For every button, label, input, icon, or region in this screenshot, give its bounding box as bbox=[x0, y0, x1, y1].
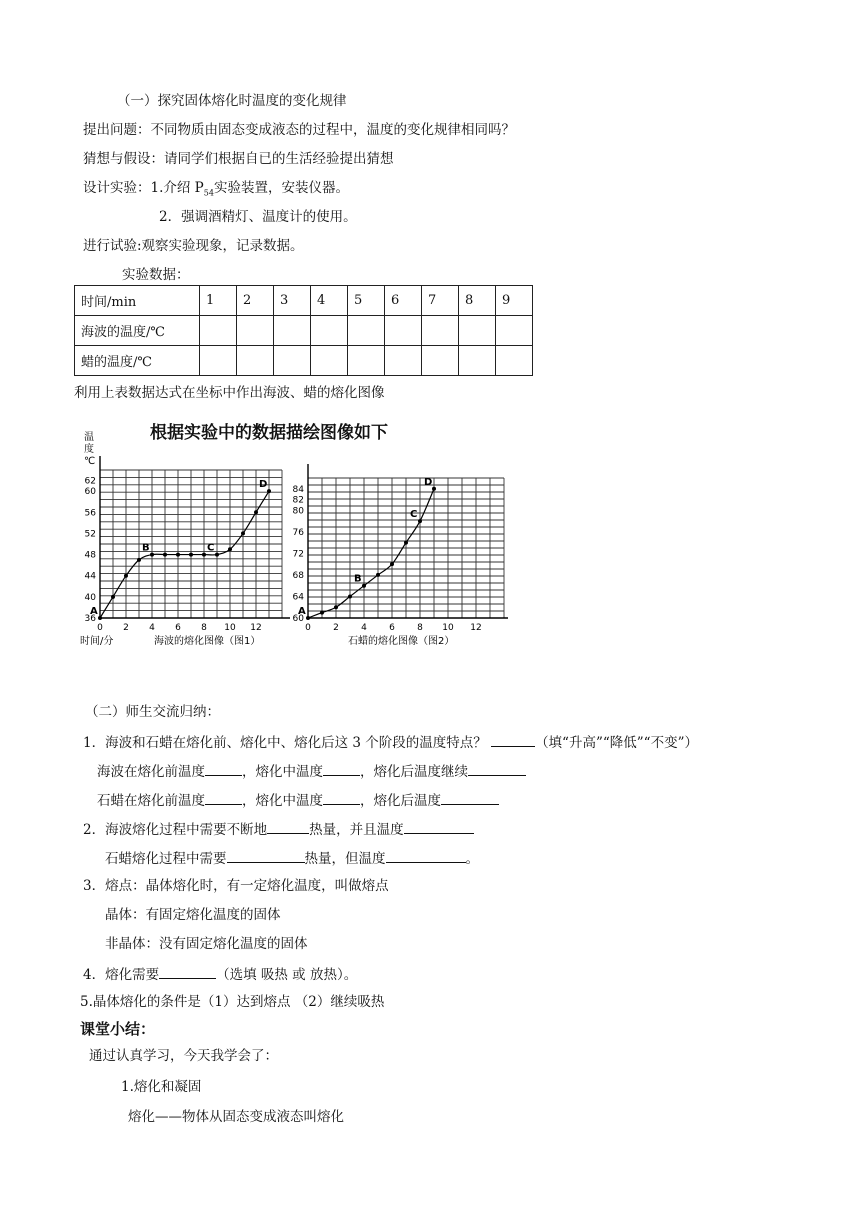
table-cell bbox=[237, 316, 274, 346]
table-row bbox=[75, 286, 533, 316]
point-label: C bbox=[410, 509, 418, 521]
data-table bbox=[74, 285, 533, 376]
x-tick-label: 8 bbox=[201, 623, 207, 633]
table-cell: 4 bbox=[311, 286, 348, 316]
y-tick-label: 60 bbox=[292, 614, 304, 624]
y-tick-label: 60 bbox=[84, 487, 96, 498]
table-cell: 6 bbox=[385, 286, 422, 316]
answer-blank[interactable] bbox=[491, 732, 535, 747]
item1-hint: （填“升高”“降低”“不变”） bbox=[535, 735, 698, 751]
data-point bbox=[215, 553, 219, 557]
y-tick-label: 62 bbox=[84, 476, 96, 487]
y-tick-label: 84 bbox=[292, 484, 304, 495]
table-cell bbox=[200, 346, 237, 376]
y-tick-label: 64 bbox=[292, 592, 304, 603]
x-tick-label: 6 bbox=[389, 623, 395, 633]
item4-line bbox=[83, 964, 357, 984]
item2-wax-line bbox=[105, 848, 479, 868]
item1-wax-text2: ，熔化中温度 bbox=[242, 793, 323, 809]
table-cell bbox=[422, 316, 459, 346]
table-cell: 8 bbox=[459, 286, 496, 316]
y-tick-label: 44 bbox=[84, 571, 96, 582]
table-cell: 1 bbox=[200, 286, 237, 316]
item3-line: 3．熔点：晶体熔化时，有一定熔化温度，叫做熔点 bbox=[83, 878, 389, 894]
table-cell bbox=[385, 346, 422, 376]
x-tick-label: 4 bbox=[149, 623, 155, 633]
y-tick-label: 36 bbox=[84, 614, 96, 624]
summary-title: 课堂小结： bbox=[80, 1020, 156, 1038]
point-label: B bbox=[354, 573, 362, 585]
data-point bbox=[432, 487, 436, 491]
x-tick-label: 0 bbox=[305, 623, 311, 633]
point-label: A bbox=[298, 606, 306, 617]
data-point bbox=[267, 489, 271, 493]
y-axis-label: ℃ bbox=[84, 456, 96, 467]
data-point bbox=[150, 553, 154, 557]
item1-haibo-text2: ，熔化中温度 bbox=[242, 764, 323, 780]
table-cell bbox=[274, 316, 311, 346]
answer-blank[interactable] bbox=[468, 761, 526, 776]
item2-wax-text1: 石蜡熔化过程中需要 bbox=[105, 851, 227, 867]
table-cell: 3 bbox=[274, 286, 311, 316]
data-label: 实验数据： bbox=[122, 267, 190, 283]
item3-crystal: 晶体：有固定熔化温度的固体 bbox=[105, 907, 281, 923]
item3-noncrystal: 非晶体：没有固定熔化温度的固体 bbox=[105, 936, 308, 952]
chart-haibo bbox=[80, 428, 290, 653]
y-tick-label: 48 bbox=[84, 550, 96, 561]
data-point bbox=[241, 531, 245, 535]
table-cell: 时间/min bbox=[75, 286, 200, 316]
point-label: C bbox=[207, 542, 215, 554]
item2-wax-text2: 热量，但温度 bbox=[304, 851, 386, 867]
point-label: D bbox=[424, 476, 433, 488]
table-cell: 海波的温度/℃ bbox=[75, 316, 200, 346]
item2-text2: 热量，并且温度 bbox=[309, 822, 404, 838]
x-tick-label: 10 bbox=[224, 623, 236, 633]
x-tick-label: 12 bbox=[250, 623, 262, 633]
point-label: B bbox=[142, 542, 150, 554]
table-row bbox=[75, 346, 533, 376]
item2-line bbox=[83, 819, 474, 839]
item1-question: 1．海波和石蜡在熔化前、熔化中、熔化后这 3 个阶段的温度特点？ bbox=[83, 735, 487, 751]
y-tick-label: 56 bbox=[84, 508, 96, 519]
design-line bbox=[83, 179, 349, 203]
question-prefix: 提出问题： bbox=[83, 122, 151, 138]
summary-definition: 熔化——物体从固态变成液态叫熔化 bbox=[128, 1109, 344, 1125]
table-cell: 9 bbox=[496, 286, 533, 316]
data-point bbox=[98, 616, 102, 620]
chart-caption: 海波的熔化图像（图1） bbox=[154, 636, 261, 647]
answer-blank[interactable] bbox=[441, 790, 499, 805]
table-cell bbox=[311, 316, 348, 346]
data-point bbox=[254, 510, 258, 514]
question-line bbox=[83, 121, 515, 139]
data-point bbox=[320, 611, 324, 615]
summary-intro: 通过认真学习，今天我学会了： bbox=[89, 1048, 278, 1064]
data-point bbox=[348, 594, 352, 598]
x-tick-label: 12 bbox=[470, 623, 482, 633]
y-tick-label: 68 bbox=[292, 570, 304, 581]
x-tick-label: 2 bbox=[333, 623, 339, 633]
answer-blank[interactable] bbox=[323, 790, 360, 805]
data-point bbox=[376, 573, 380, 577]
x-tick-label: 2 bbox=[123, 623, 129, 633]
y-axis-label: 度 bbox=[84, 444, 94, 455]
answer-blank[interactable] bbox=[386, 848, 466, 863]
answer-blank[interactable] bbox=[227, 848, 305, 863]
table-cell bbox=[459, 316, 496, 346]
experiment-line: 进行试验:观察实验现象，记录数据。 bbox=[83, 238, 304, 254]
y-tick-label: 40 bbox=[84, 592, 96, 603]
table-cell bbox=[496, 346, 533, 376]
data-point bbox=[124, 574, 128, 578]
data-curve bbox=[100, 491, 269, 618]
answer-blank[interactable] bbox=[404, 819, 474, 834]
table-row bbox=[75, 316, 533, 346]
item2-text1: 2．海波熔化过程中需要不断地 bbox=[83, 822, 268, 838]
table-cell: 2 bbox=[237, 286, 274, 316]
design-subscript: 54 bbox=[203, 188, 214, 198]
x-axis-label: 时间/分 bbox=[80, 636, 114, 647]
y-tick-label: 80 bbox=[292, 506, 304, 517]
hypothesis-line bbox=[83, 150, 394, 168]
answer-blank[interactable] bbox=[205, 761, 242, 776]
table-cell: 蜡的温度/℃ bbox=[75, 346, 200, 376]
data-point bbox=[362, 584, 366, 588]
answer-blank[interactable] bbox=[205, 790, 242, 805]
summary-item1: 1.熔化和凝固 bbox=[121, 1079, 202, 1095]
item4-text2: （选填 吸热 或 放热）。 bbox=[216, 967, 358, 983]
figure-title: 根据实验中的数据描绘图像如下 bbox=[150, 423, 388, 443]
y-tick-label: 72 bbox=[292, 549, 304, 560]
answer-blank[interactable] bbox=[159, 964, 216, 979]
x-tick-label: 0 bbox=[97, 623, 103, 633]
hypothesis-prefix: 猜想与假设： bbox=[83, 151, 164, 167]
item2-wax-text3: 。 bbox=[465, 851, 479, 867]
data-point bbox=[334, 605, 338, 609]
data-point bbox=[189, 553, 193, 557]
table-cell bbox=[237, 346, 274, 376]
item4-text1: 4．熔化需要 bbox=[83, 967, 160, 983]
table-cell bbox=[311, 346, 348, 376]
item5-line: 5.晶体熔化的条件是（1）达到熔点 （2）继续吸热 bbox=[80, 994, 385, 1010]
x-tick-label: 10 bbox=[442, 623, 454, 633]
item1-haibo-line bbox=[97, 761, 526, 781]
table-cell: 7 bbox=[422, 286, 459, 316]
y-tick-label: 82 bbox=[292, 495, 304, 506]
item1-haibo-text3: ，熔化后温度继续 bbox=[360, 764, 468, 780]
design-prefix: 设计实验：1.介绍 P bbox=[83, 180, 204, 196]
table-cell bbox=[496, 316, 533, 346]
y-tick-label: 52 bbox=[84, 529, 96, 540]
data-point bbox=[137, 558, 141, 562]
table-cell bbox=[348, 346, 385, 376]
plot-instruction: 利用上表数据达式在坐标中作出海波、蜡的熔化图像 bbox=[74, 385, 385, 401]
data-point bbox=[404, 541, 408, 545]
x-tick-label: 6 bbox=[175, 623, 181, 633]
answer-blank[interactable] bbox=[267, 819, 309, 834]
design-suffix: 实验装置，安装仪器。 bbox=[213, 180, 349, 196]
data-point bbox=[418, 519, 422, 523]
data-point bbox=[228, 547, 232, 551]
item1-wax-text3: ，熔化后温度 bbox=[360, 793, 441, 809]
data-point bbox=[390, 562, 394, 566]
data-point bbox=[306, 616, 310, 620]
table-cell: 5 bbox=[348, 286, 385, 316]
hypothesis-text: 请同学们根据自已的生活经验提出猜想 bbox=[164, 151, 394, 167]
answer-blank[interactable] bbox=[323, 761, 360, 776]
section1-title: （一）探究固体熔化时温度的变化规律 bbox=[117, 93, 347, 109]
table-cell bbox=[274, 346, 311, 376]
table-cell bbox=[422, 346, 459, 376]
item1-line bbox=[83, 732, 698, 752]
design-step2: 2．强调酒精灯、温度计的使用。 bbox=[159, 209, 357, 225]
item1-haibo-text1: 海波在熔化前温度 bbox=[97, 764, 205, 780]
point-label: D bbox=[259, 479, 268, 491]
section2-title: （二）师生交流归纳： bbox=[85, 704, 220, 720]
x-tick-label: 4 bbox=[361, 623, 367, 633]
data-point bbox=[176, 553, 180, 557]
table-cell bbox=[385, 316, 422, 346]
data-point bbox=[202, 553, 206, 557]
question-text: 不同物质由固态变成液态的过程中，温度的变化规律相同吗？ bbox=[150, 122, 515, 138]
table-cell bbox=[459, 346, 496, 376]
data-point bbox=[111, 595, 115, 599]
data-point bbox=[163, 553, 167, 557]
point-label: A bbox=[90, 606, 98, 617]
table-cell bbox=[200, 316, 237, 346]
chart-wax bbox=[288, 460, 508, 653]
chart-caption: 石蜡的熔化图像（图2） bbox=[348, 636, 455, 647]
item1-wax-line bbox=[97, 790, 499, 810]
x-tick-label: 8 bbox=[417, 623, 423, 633]
y-tick-label: 76 bbox=[292, 527, 304, 538]
item1-wax-text1: 石蜡在熔化前温度 bbox=[97, 793, 205, 809]
y-axis-label: 温 bbox=[84, 432, 94, 443]
table-cell bbox=[348, 316, 385, 346]
